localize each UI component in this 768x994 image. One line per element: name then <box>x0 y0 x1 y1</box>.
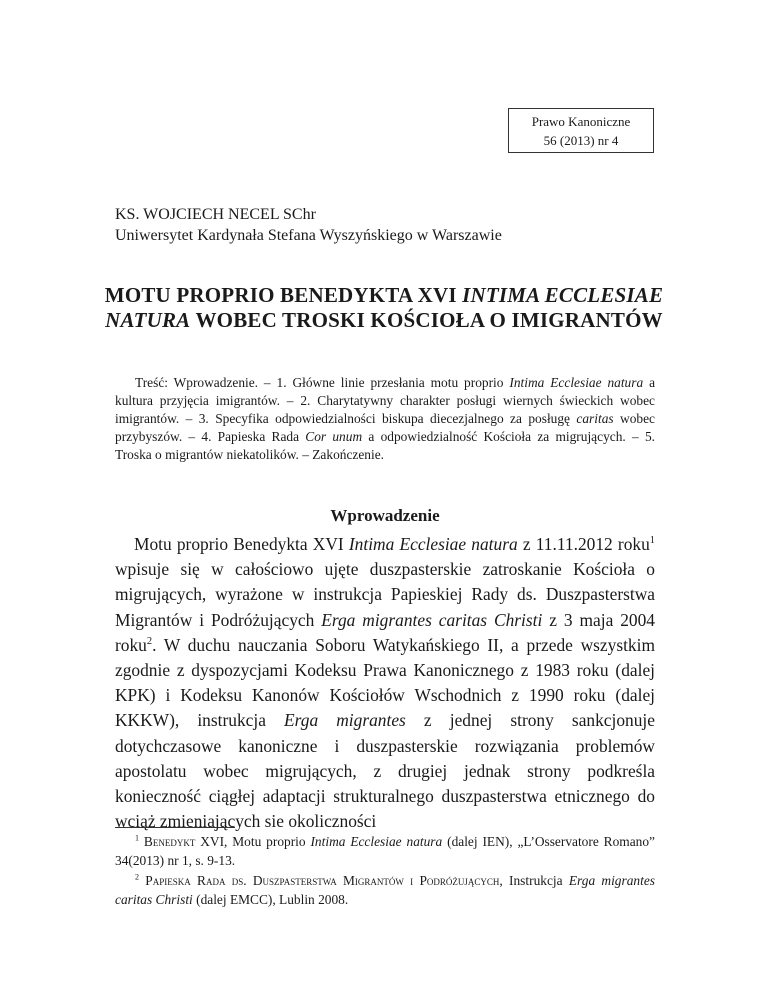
footnote-ref-2[interactable]: 2 <box>146 636 153 648</box>
body-text-run: z jednej strony sankcjonuje dotychczasowe kanoniczne i duszpasterskie rozwiązania problemów apostolatu wobec migrujących, z drugiej jednak strony podkreśla konieczność ciągłej adaptacji strukturalnego duszpasterstwa etnicznego do wciąż zmieniających sie okoliczności <box>115 710 655 832</box>
footnote-number: 2 <box>135 872 140 882</box>
footnote-text: (dalej IEN), „L’Osservatore Romano” 34(2013) nr 1, s. 9-13. <box>115 834 655 868</box>
footnote-text: (dalej EMCC), Lublin 2008. <box>192 892 349 907</box>
footnotes <box>115 832 655 910</box>
journal-name: Prawo Kanoniczne <box>531 114 631 129</box>
author-block <box>115 204 502 246</box>
contents-text: caritas <box>576 411 614 426</box>
contents-text: wobec przybyszów. – 4. Papieska Rada <box>115 411 655 444</box>
footnote-divider <box>115 827 235 828</box>
footnote-text: Erga migrantes caritas Christi <box>115 873 655 907</box>
section-heading: Wprowadzenie <box>330 506 440 525</box>
table-of-contents <box>115 374 655 464</box>
footnote-author: Benedykt <box>143 834 196 849</box>
footnote-number: 1 <box>135 833 140 843</box>
contents-text: Intima Ecclesiae natura <box>509 375 644 390</box>
contents-text: Cor unum <box>305 429 363 444</box>
body-text-run: wpisuje się w całościowo ujęte duszpasterskie zatroskanie Kościoła o migrujących, wyrażone w instrukcja Papieskiej Rady ds. Duszpasterstwa Migrantów i Podróżujących <box>115 559 655 630</box>
body-text-run: . W duchu nauczania Soboru Watykańskiego II, a przede wszystkim zgodnie z dyspozycjami Kodeksu Prawa Kanonicznego z 1983 roku (dalej KPK) i Kodeksu Kanonów Kościołów Wschodnich z 1990 roku (dalej KKKW), instrukcja <box>115 634 655 731</box>
journal-info-box <box>508 108 654 153</box>
footnote-author: Papieska Rada ds. Duszpasterstwa Migrantów i Podróżujących <box>145 873 500 888</box>
article-title <box>100 283 668 333</box>
footnote-text: Intima Ecclesiae natura <box>310 834 443 849</box>
title-part-2: INTIMA ECCLESIAE NATURA <box>105 283 664 332</box>
contents-text: a kultura przyjęcia imigrantów. – 2. Charytatywny charakter posługi wiernych świeckich wobec imigrantów. – 3. Specyfika odpowiedzialności biskupa diecezjalnego za posługę <box>115 375 656 426</box>
footnote-ref-1[interactable]: 1 <box>649 535 655 547</box>
body-text-run: z 3 maja 2004 roku <box>115 609 656 655</box>
contents-paragraph <box>115 374 655 464</box>
author-affiliation: Uniwersytet Kardynała Stefana Wyszyńskiego w Warszawie <box>115 227 502 244</box>
body-text-run: Erga migrantes caritas Christi <box>321 609 543 630</box>
author-name: KS. WOJCIECH NECEL SChr <box>115 206 316 223</box>
footnote-2 <box>115 871 655 909</box>
body-paragraph <box>115 532 655 834</box>
body-text <box>115 532 655 834</box>
title-part-1: MOTU PROPRIO BENEDYKTA XVI <box>104 283 463 307</box>
contents-text: Treść: Wprowadzenie. – 1. Główne linie przesłania motu proprio <box>135 375 510 390</box>
body-text-run: Intima Ecclesiae natura <box>348 534 518 554</box>
footnote-1 <box>115 832 655 870</box>
body-text-run: Motu proprio Benedykta XVI <box>134 534 349 554</box>
journal-issue: 56 (2013) nr 4 <box>543 133 619 148</box>
contents-text: a odpowiedzialność Kościoła za migrujących. – 5. Troska o migrantów niekatolików. – Zakończenie. <box>115 429 655 462</box>
body-text-run: z 11.11.2012 roku <box>517 534 650 554</box>
body-text-run: Erga migrantes <box>284 710 406 731</box>
footnote-text: XVI, Motu proprio <box>195 834 311 849</box>
title-part-3: WOBEC TROSKI KOŚCIOŁA O IMIGRANTÓW <box>190 308 663 332</box>
footnote-text: , Instrukcja <box>499 873 569 888</box>
